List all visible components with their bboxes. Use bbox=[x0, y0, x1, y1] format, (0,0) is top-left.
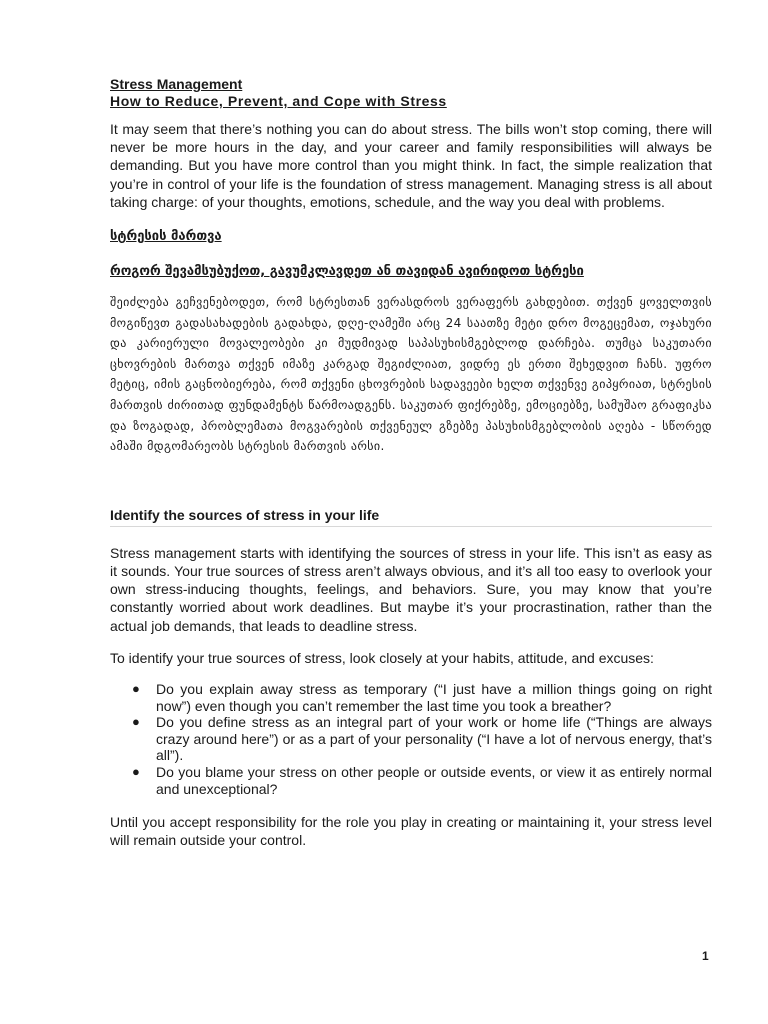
intro-paragraph: It may seem that there’s nothing you can do about stress. The bills won’t stop coming, there will never be more hours in the day, and your career and family responsibilities will always be demanding. But you have more control than you might think. In fact, the simple realization that you’re in control of your life is the foundation of stress management. Managing stress is all about taking charge: of your thoughts, emotions, schedule, and the way you deal with problems. bbox=[110, 121, 712, 210]
list-item: ● Do you blame your stress on other people or outside events, or view it as entirely normal and unexceptional? bbox=[132, 763, 712, 797]
section-heading: Identify the sources of stress in your life bbox=[110, 507, 712, 527]
document-title: Stress Management bbox=[110, 76, 243, 92]
list-item: ● Do you define stress as an integral part of your work or home life (“Things are always crazy around here”) or as a part of your personality (“I have a lot of nervous energy, that’s all”). bbox=[132, 714, 712, 764]
georgian-subtitle: როგორ შევამსუბუქოთ, გავუმკლავდეთ ან თავიდან ავირიდოთ სტრესი bbox=[110, 264, 584, 280]
page-content bbox=[110, 76, 712, 850]
section-paragraph-3: Until you accept responsibility for the role you play in creating or maintaining it, your stress level will remain outside your control. bbox=[110, 814, 712, 849]
georgian-intro-paragraph: შეიძლება გეჩვენებოდეთ, რომ სტრესთან ვერასდროს ვერაფერს გახდებით. თქვენ ყოველთვის მოგიწევთ გადასახადების გადახდა, დღე-ღამეში არც 24 საათზე მეტი დრო მოგეცემათ, ოჯახური და კარიერული მოვალეობები კი მუდმივად საპასუხისმგებლოდ დარჩება. თუმცა საკუთარი ცხოვრების მართვა თქვენ იმაზე კარგად შეგიძლიათ, ვიდრე ეს ერთი შეხედვით ჩანს. უფრო მეტიც, იმის გაცნობიერება, რომ თქვენი ცხოვრების სადავეები ხელთ თქვენვე გიპყრიათ, სტრესის მართვის ძირითად ფუნდამენტს წარმოადგენს. საკუთარ ფიქრებზე, ემოციებზე, სამუშაო გრაფიკსა და ზოგადად, პრობლემათა მოგვარების თქვენეულ გზებზე პასუხისმგებლობის აღება - სწორედ ამაში მდგომარეობს სტრესის მართვის არსი. bbox=[110, 295, 712, 454]
section-paragraph-2: To identify your true sources of stress, look closely at your habits, attitude, and excuses: bbox=[110, 649, 654, 666]
habits-list bbox=[110, 681, 712, 797]
bullet-icon: ● bbox=[132, 763, 140, 779]
page-number: 1 bbox=[702, 949, 709, 963]
georgian-title: სტრესის მართვა bbox=[110, 229, 222, 245]
bullet-icon: ● bbox=[132, 680, 140, 696]
section-paragraph-1: Stress management starts with identifying the sources of stress in your life. This isn’t as easy as it sounds. Your true sources of stress aren’t always obvious, and it’s all too easy to overlook your own stress-inducing thoughts, feelings, and behaviors. Sure, you may know that you’re constantly worried about work deadlines. But maybe it’s your procrastination, rather than the actual job demands, that leads to deadline stress. bbox=[110, 544, 712, 634]
document-subtitle: How to Reduce, Prevent, and Cope with Stress bbox=[110, 93, 447, 109]
list-item: ● Do you explain away stress as temporary (“I just have a million things going on right now”) even though you can’t remember the last time you took a breather? bbox=[132, 680, 712, 714]
bullet-icon: ● bbox=[132, 714, 140, 730]
